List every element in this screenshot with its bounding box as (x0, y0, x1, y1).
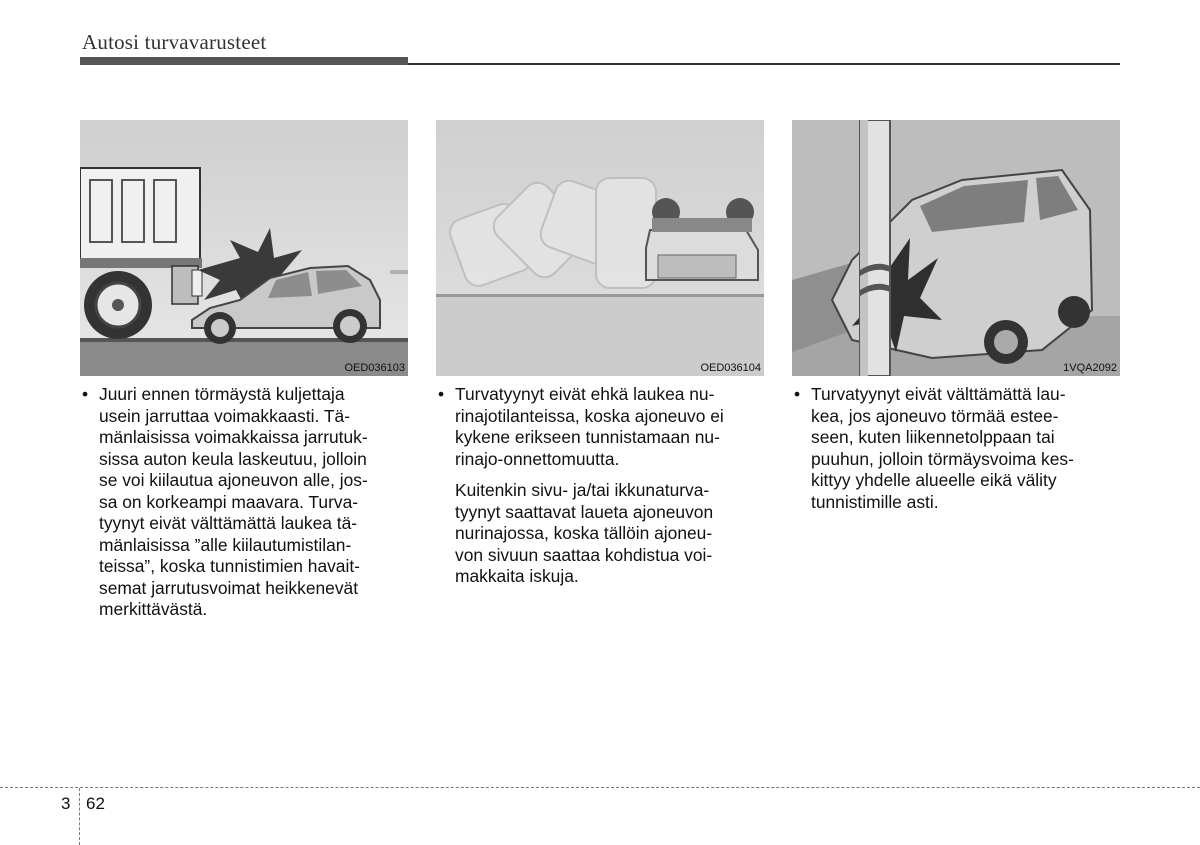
page-header-title: Autosi turvavarusteet (82, 30, 267, 54)
text-line: seen, kuten liikennetolppaan tai (811, 427, 1055, 447)
text-line: Turvatyynyt eivät välttämättä lau- (811, 384, 1066, 404)
text-column-3 (792, 384, 1122, 513)
text-line: merkittävästä. (99, 599, 208, 619)
figure-caption: OED036104 (700, 362, 761, 374)
figure-rollover (436, 120, 764, 376)
figure-pole-impact (792, 120, 1120, 376)
text-line: Kuitenkin sivu- ja/tai ikkunaturva- (455, 480, 710, 500)
text-line: puuhun, jolloin törmäysvoima kes- (811, 448, 1074, 469)
bullet-marker: • (82, 384, 89, 404)
car-rollover-illustration (436, 120, 764, 376)
text-line: kea, jos ajoneuvo törmää estee- (811, 405, 1059, 426)
bullet-marker: • (438, 384, 445, 404)
figure-truck-underride (80, 120, 408, 376)
header-rule-thin (408, 63, 1120, 65)
bullet-text (99, 384, 368, 621)
text-line: tunnistimille asti. (811, 491, 939, 512)
text-line: teissa”, koska tunnistimien havait- (99, 556, 360, 576)
text-line: makkaita iskuja. (455, 566, 579, 586)
figure-caption: OED036103 (344, 362, 405, 374)
text-line: sissa auton keula laskeutuu, jolloin (99, 448, 367, 469)
text-line: Juuri ennen törmäystä kuljettaja (99, 384, 345, 404)
text-line: tyynyt saattavat laueta ajoneuvon (455, 501, 714, 522)
text-line: rinajo-onnettomuutta. (455, 448, 620, 469)
bullet-text (811, 384, 1074, 513)
text-line: semat jarrutusvoimat heikkenevät (99, 577, 359, 598)
header-rule-thick (80, 57, 408, 65)
text-line: mänlaisissa voimakkaissa jarrutuk- (99, 427, 368, 447)
pole-impact-illustration (792, 120, 1120, 376)
text-line: mänlaisissa ”alle kiilautumistilan- (99, 534, 352, 555)
text-line: kykene erikseen tunnistamaan nu- (455, 427, 720, 447)
text-line: von sivuun saattaa kohdistua voi- (455, 544, 713, 565)
text-line: nurinajossa, koska tällöin ajoneu- (455, 523, 713, 543)
text-line: Turvatyynyt eivät ehkä laukea nu- (455, 384, 715, 404)
text-line: kittyy yhdelle alueelle eikä välity (811, 470, 1057, 490)
bullet-text (455, 384, 724, 470)
text-line: tyynyt eivät välttämättä laukea tä- (99, 513, 358, 533)
figure-caption: 1VQA2092 (1063, 362, 1117, 374)
footer-vertical-divider (79, 788, 80, 845)
text-column-1 (80, 384, 410, 621)
truck-underride-collision-illustration (80, 120, 408, 376)
text-column-2 (436, 384, 766, 588)
text-line: sa on korkeampi maavara. Turva- (99, 491, 359, 512)
chapter-number: 3 (61, 794, 71, 813)
text-line: rinajotilanteissa, koska ajoneuvo ei (455, 405, 724, 426)
follow-up-paragraph (436, 480, 766, 588)
bullet-item (80, 384, 410, 621)
footer-divider (0, 787, 1200, 788)
text-line: usein jarruttaa voimakkaasti. Tä- (99, 405, 350, 426)
bullet-item (792, 384, 1122, 513)
page-number: 62 (86, 794, 105, 813)
bullet-item (436, 384, 766, 470)
text-line: se voi kiilautua ajoneuvon alle, jos- (99, 470, 368, 490)
bullet-marker: • (794, 384, 801, 404)
